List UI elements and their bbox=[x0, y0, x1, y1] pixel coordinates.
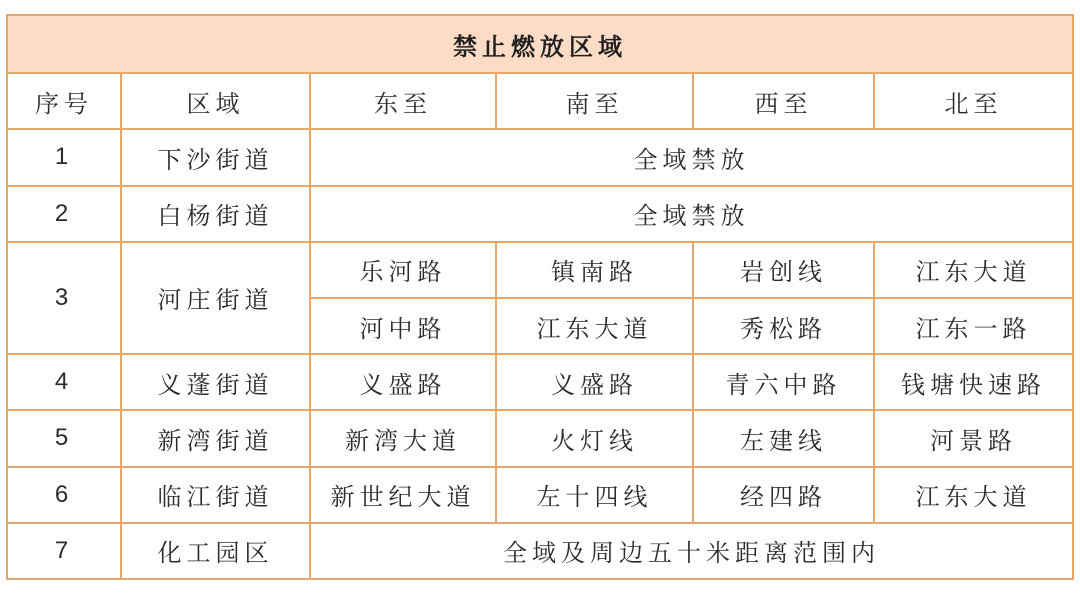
row-south: 义盛路 bbox=[496, 354, 693, 410]
row-east: 义盛路 bbox=[310, 354, 496, 410]
row-area: 下沙街道 bbox=[121, 129, 310, 185]
row-number: 2 bbox=[7, 186, 121, 242]
row-scope: 全域禁放 bbox=[310, 186, 1073, 242]
row-east: 新湾大道 bbox=[310, 410, 496, 466]
table-row bbox=[7, 129, 1073, 185]
row-area: 河庄街道 bbox=[121, 242, 310, 354]
row-north: 江东一路 bbox=[874, 298, 1073, 354]
row-east: 乐河路 bbox=[310, 242, 496, 298]
table-row bbox=[7, 410, 1073, 466]
row-area: 化工园区 bbox=[121, 523, 310, 579]
row-south: 镇南路 bbox=[496, 242, 693, 298]
row-west: 岩创线 bbox=[693, 242, 874, 298]
row-north: 江东大道 bbox=[874, 467, 1073, 523]
table-row bbox=[7, 186, 1073, 242]
row-number: 1 bbox=[7, 129, 121, 185]
row-number: 5 bbox=[7, 410, 121, 466]
header-no: 序号 bbox=[7, 73, 121, 129]
ban-zone-table bbox=[6, 14, 1074, 580]
header-south: 南至 bbox=[496, 73, 693, 129]
row-west: 青六中路 bbox=[693, 354, 874, 410]
table-row bbox=[7, 354, 1073, 410]
header-row bbox=[7, 73, 1073, 129]
row-number: 4 bbox=[7, 354, 121, 410]
header-east: 东至 bbox=[310, 73, 496, 129]
row-south: 左十四线 bbox=[496, 467, 693, 523]
row-north: 河景路 bbox=[874, 410, 1073, 466]
header-north: 北至 bbox=[874, 73, 1073, 129]
row-number: 7 bbox=[7, 523, 121, 579]
row-area: 新湾街道 bbox=[121, 410, 310, 466]
header-west: 西至 bbox=[693, 73, 874, 129]
table-row bbox=[7, 467, 1073, 523]
row-west: 秀松路 bbox=[693, 298, 874, 354]
row-area: 义蓬街道 bbox=[121, 354, 310, 410]
row-south: 火灯线 bbox=[496, 410, 693, 466]
row-north: 江东大道 bbox=[874, 242, 1073, 298]
header-area: 区域 bbox=[121, 73, 310, 129]
row-scope: 全域及周边五十米距离范围内 bbox=[310, 523, 1073, 579]
row-scope: 全域禁放 bbox=[310, 129, 1073, 185]
row-east: 河中路 bbox=[310, 298, 496, 354]
row-west: 经四路 bbox=[693, 467, 874, 523]
row-west: 左建线 bbox=[693, 410, 874, 466]
row-area: 白杨街道 bbox=[121, 186, 310, 242]
table-title: 禁止燃放区域 bbox=[7, 15, 1073, 73]
row-number: 3 bbox=[7, 242, 121, 354]
table-row bbox=[7, 523, 1073, 579]
row-area: 临江街道 bbox=[121, 467, 310, 523]
row-east: 新世纪大道 bbox=[310, 467, 496, 523]
row-number: 6 bbox=[7, 467, 121, 523]
table-row bbox=[7, 242, 1073, 298]
row-north: 钱塘快速路 bbox=[874, 354, 1073, 410]
row-south: 江东大道 bbox=[496, 298, 693, 354]
